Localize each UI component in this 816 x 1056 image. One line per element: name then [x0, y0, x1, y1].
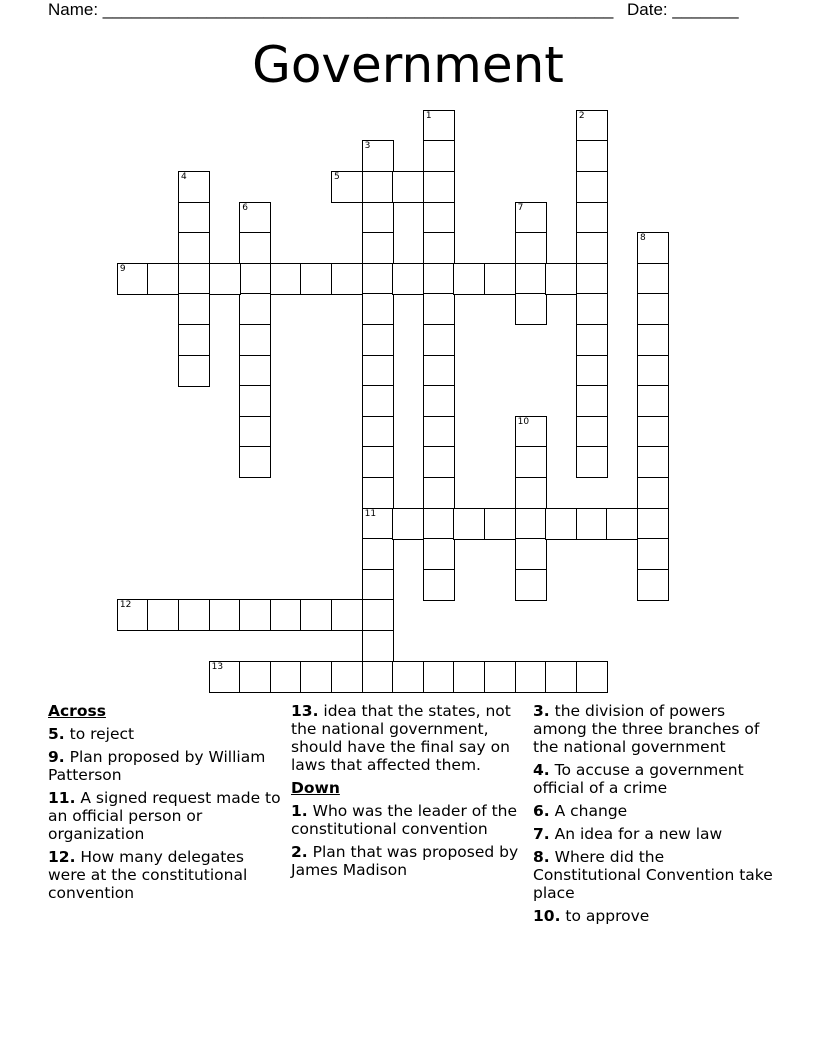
grid-cell[interactable] — [423, 232, 455, 264]
grid-cell[interactable] — [331, 661, 363, 693]
grid-cell[interactable] — [515, 293, 547, 325]
grid-cell[interactable] — [239, 385, 271, 417]
grid-cell[interactable] — [423, 569, 455, 601]
grid-cell[interactable] — [515, 477, 547, 509]
grid-cell[interactable] — [178, 355, 210, 387]
grid-cell[interactable] — [392, 661, 424, 693]
clue-down-6: 6. A change — [533, 802, 628, 820]
clue-number: 2 — [578, 110, 585, 121]
grid-cell[interactable] — [576, 140, 608, 172]
clue-across-9: 9. Plan proposed by William Patterson — [48, 748, 266, 784]
grid-cell[interactable] — [637, 569, 669, 601]
grid-cell[interactable] — [423, 416, 455, 448]
clue-number: 1 — [425, 110, 432, 121]
clue-down-1: 1. Who was the leader of the constitutional convention — [291, 802, 518, 838]
grid-cell[interactable] — [453, 508, 485, 540]
grid-cell[interactable] — [637, 538, 669, 570]
grid-cell[interactable] — [453, 661, 485, 693]
date-field: Date: _______ — [627, 0, 739, 19]
grid-cell[interactable] — [239, 416, 271, 448]
grid-cell[interactable] — [178, 202, 210, 234]
grid-cell[interactable] — [362, 202, 394, 234]
grid-cell[interactable] — [209, 263, 241, 295]
grid-cell[interactable] — [362, 263, 394, 295]
grid-cell[interactable] — [423, 202, 455, 234]
grid-cell[interactable] — [178, 232, 210, 264]
grid-cell[interactable] — [423, 171, 455, 203]
grid-cell[interactable] — [239, 355, 271, 387]
grid-cell[interactable] — [545, 263, 577, 295]
grid-cell[interactable] — [453, 263, 485, 295]
grid-cell[interactable] — [392, 263, 424, 295]
grid-cell[interactable] — [362, 385, 394, 417]
grid-cell[interactable] — [147, 599, 179, 631]
clue-number: 7 — [517, 202, 524, 213]
grid-cell[interactable] — [362, 293, 394, 325]
grid-cell[interactable] — [270, 263, 302, 295]
grid-cell[interactable] — [362, 446, 394, 478]
grid-cell[interactable] — [545, 508, 577, 540]
grid-cell[interactable] — [239, 661, 271, 693]
grid-cell[interactable] — [239, 599, 271, 631]
across-heading: Across — [48, 702, 106, 720]
grid-cell[interactable] — [576, 416, 608, 448]
clues-column-3 — [533, 702, 773, 930]
grid-cell[interactable] — [576, 446, 608, 478]
grid-cell[interactable] — [576, 355, 608, 387]
grid-cell[interactable] — [239, 232, 271, 264]
grid-cell[interactable] — [576, 385, 608, 417]
grid-cell[interactable] — [270, 599, 302, 631]
grid-cell[interactable] — [515, 416, 547, 448]
grid-cell[interactable] — [362, 140, 394, 172]
grid-cell[interactable] — [637, 232, 669, 264]
grid-cell[interactable] — [576, 661, 608, 693]
grid-cell[interactable] — [576, 324, 608, 356]
grid-cell[interactable] — [239, 324, 271, 356]
grid-cell[interactable] — [300, 599, 332, 631]
clue-down-4: 4. To accuse a government official of a crime — [533, 761, 744, 797]
grid-cell[interactable] — [209, 661, 241, 693]
grid-cell[interactable] — [423, 538, 455, 570]
grid-cell[interactable] — [239, 446, 271, 478]
grid-cell[interactable] — [178, 293, 210, 325]
clue-down-3: 3. the division of powers among the three branches of the national government — [533, 702, 760, 756]
grid-cell[interactable] — [515, 538, 547, 570]
clue-down-10: 10. to approve — [533, 907, 650, 925]
grid-cell[interactable] — [515, 508, 547, 540]
grid-cell[interactable] — [423, 263, 455, 295]
grid-cell[interactable] — [362, 324, 394, 356]
grid-cell[interactable] — [362, 171, 394, 203]
grid-cell[interactable] — [362, 569, 394, 601]
grid-cell[interactable] — [239, 202, 271, 234]
clue-down-7: 7. An idea for a new law — [533, 825, 723, 843]
grid-cell[interactable] — [331, 599, 363, 631]
grid-cell[interactable] — [331, 263, 363, 295]
clue-number: 13 — [211, 661, 224, 672]
grid-cell[interactable] — [300, 661, 332, 693]
grid-cell[interactable] — [637, 293, 669, 325]
grid-cell[interactable] — [178, 171, 210, 203]
grid-cell[interactable] — [362, 599, 394, 631]
grid-cell[interactable] — [423, 477, 455, 509]
clue-number: 5 — [334, 172, 340, 183]
clue-number: 3 — [364, 141, 371, 152]
clue-across-5: 5. to reject — [48, 725, 135, 743]
grid-cell[interactable] — [637, 508, 669, 540]
grid-cell[interactable] — [362, 416, 394, 448]
clue-across-11: 11. A signed request made to an official person or organization — [48, 789, 281, 843]
grid-cell[interactable] — [423, 385, 455, 417]
grid-cell[interactable] — [362, 355, 394, 387]
clue-number: 10 — [517, 416, 530, 427]
clues-column-1 — [48, 702, 283, 907]
clue-down-8: 8. Where did the Constitutional Convention take place — [533, 848, 773, 902]
grid-cell[interactable] — [300, 263, 332, 295]
grid-cell[interactable] — [392, 171, 424, 203]
grid-cell[interactable] — [423, 355, 455, 387]
grid-cell[interactable] — [576, 508, 608, 540]
clues-column-2 — [291, 702, 526, 884]
grid-cell[interactable] — [178, 263, 210, 295]
grid-cell[interactable] — [423, 293, 455, 325]
grid-cell[interactable] — [423, 110, 455, 142]
grid-cell[interactable] — [239, 263, 271, 295]
grid-cell[interactable] — [362, 477, 394, 509]
grid-cell[interactable] — [515, 661, 547, 693]
grid-cell[interactable] — [362, 538, 394, 570]
grid-cell[interactable] — [515, 202, 547, 234]
grid-cell[interactable] — [484, 508, 516, 540]
puzzle-title: Government — [252, 36, 564, 94]
grid-cell[interactable] — [117, 599, 149, 631]
grid-cell[interactable] — [576, 171, 608, 203]
grid-cell[interactable] — [362, 508, 394, 540]
grid-cell[interactable] — [423, 324, 455, 356]
grid-cell[interactable] — [515, 232, 547, 264]
grid-cell[interactable] — [576, 232, 608, 264]
grid-cell[interactable] — [637, 446, 669, 478]
grid-cell[interactable] — [545, 661, 577, 693]
grid-cell[interactable] — [576, 202, 608, 234]
grid-cell[interactable] — [637, 416, 669, 448]
grid-cell[interactable] — [515, 446, 547, 478]
grid-cell[interactable] — [637, 324, 669, 356]
grid-cell[interactable] — [637, 355, 669, 387]
grid-cell[interactable] — [423, 446, 455, 478]
clue-across-12: 12. How many delegates were at the constitutional convention — [48, 848, 248, 902]
grid-cell[interactable] — [576, 293, 608, 325]
clue-number: 12 — [119, 600, 132, 611]
grid-cell[interactable] — [423, 508, 455, 540]
grid-cell[interactable] — [423, 140, 455, 172]
grid-cell[interactable] — [117, 263, 149, 295]
grid-cell[interactable] — [362, 630, 394, 662]
grid-cell[interactable] — [484, 661, 516, 693]
clue-number: 11 — [364, 508, 377, 519]
grid-cell[interactable] — [178, 599, 210, 631]
grid-cell[interactable] — [209, 599, 241, 631]
grid-cell[interactable] — [515, 569, 547, 601]
grid-cell[interactable] — [239, 293, 271, 325]
clue-number: 9 — [119, 263, 126, 274]
clue-across-13: 13. idea that the states, not the national government, should have the final say on laws that affected them. — [291, 702, 511, 774]
grid-cell[interactable] — [147, 263, 179, 295]
grid-cell[interactable] — [576, 110, 608, 142]
down-heading: Down — [291, 779, 340, 797]
name-field: Name: ______________________________________________________ — [48, 0, 614, 19]
grid-cell[interactable] — [362, 232, 394, 264]
grid-cell[interactable] — [515, 263, 547, 295]
grid-cell[interactable] — [270, 661, 302, 693]
grid-cell[interactable] — [423, 661, 455, 693]
grid-cell[interactable] — [606, 508, 638, 540]
grid-cell[interactable] — [637, 385, 669, 417]
grid-cell[interactable] — [362, 661, 394, 693]
grid-cell[interactable] — [637, 263, 669, 295]
grid-cell[interactable] — [484, 263, 516, 295]
clue-down-2: 2. Plan that was proposed by James Madison — [291, 843, 519, 879]
grid-cell[interactable] — [576, 263, 608, 295]
grid-cell[interactable] — [178, 324, 210, 356]
clue-number: 4 — [181, 172, 187, 183]
grid-cell[interactable] — [392, 508, 424, 540]
grid-cell[interactable] — [637, 477, 669, 509]
grid-cell[interactable] — [331, 171, 363, 203]
clue-number: 8 — [640, 233, 646, 244]
clue-number: 6 — [242, 202, 248, 213]
